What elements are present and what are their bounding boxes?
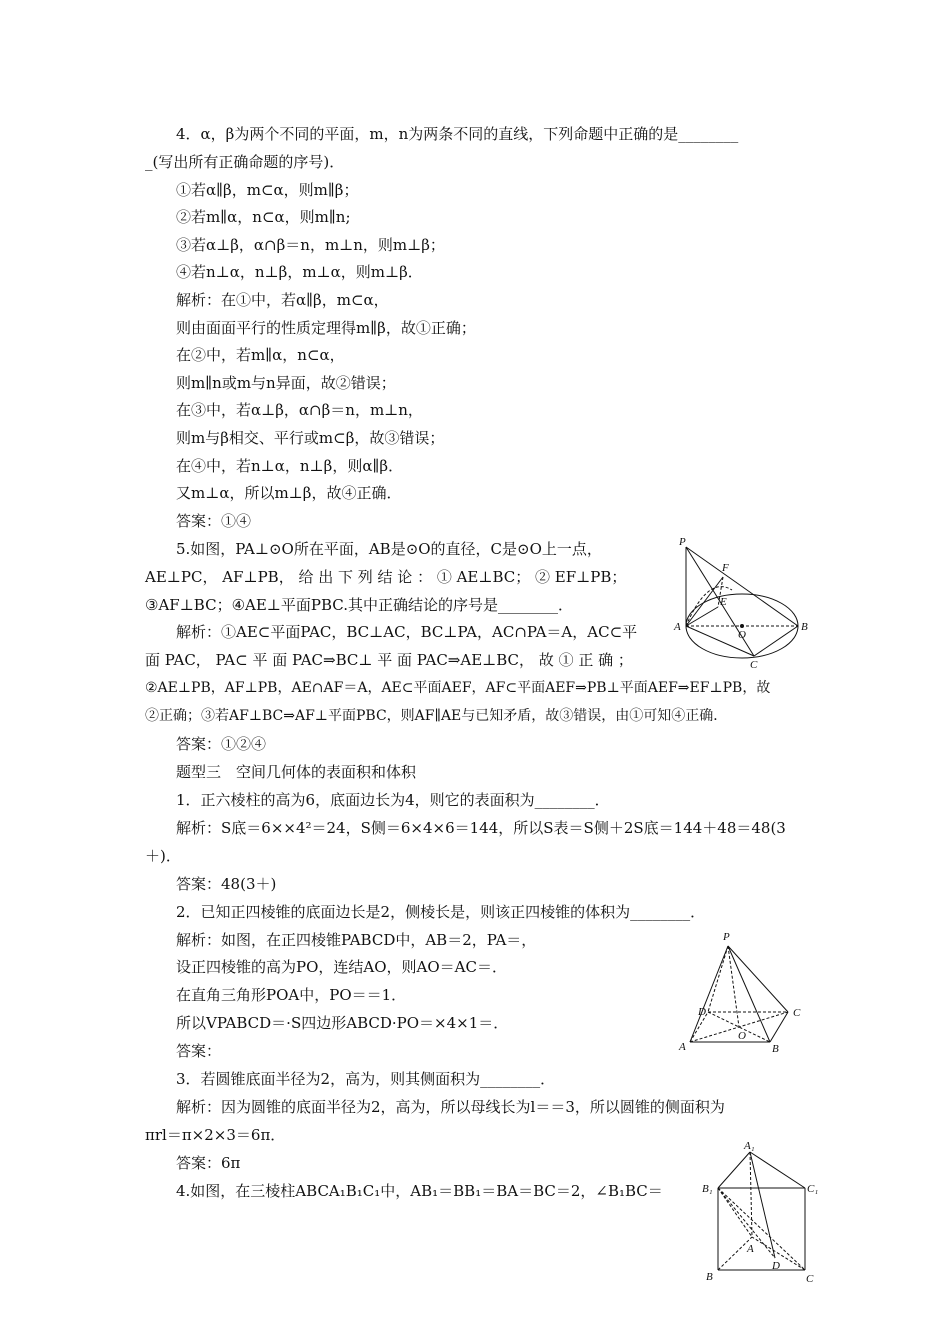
- s3-q2-solution-line1: 解析：如图，在正四棱锥PABCD中，AB＝2，PA＝，: [176, 931, 537, 949]
- q5-solution-line1: 解析：①AE⊂平面PAC，BC⊥AC，BC⊥PA，AC∩PA＝A，AC⊂平: [176, 623, 638, 641]
- section-heading: 题型三 空间几何体的表面积和体积: [176, 763, 417, 781]
- q5-stem-line2: AE⊥PC， AF⊥PB， 给 出 下 列 结 论 ： ① AE⊥BC； ② EF⊥PB；: [145, 568, 627, 586]
- pyramid-figure: [676, 928, 811, 1058]
- edge-PB: [728, 946, 770, 1042]
- q4-solution-line3: 在②中，若m∥α，n⊂α，: [176, 346, 345, 364]
- s3-q1-stem: 1．正六棱柱的高为6，底面边长为4，则它的表面积为________．: [176, 791, 610, 809]
- s3-q4-stem: 4.如图，在三棱柱ABCA₁B₁C₁中，AB₁＝BB₁＝BA＝BC＝2，∠B₁BC＝: [176, 1182, 663, 1200]
- q4-option-3: ③若α⊥β，α∩β＝n，m⊥n，则m⊥β；: [176, 236, 445, 254]
- label-B: B: [801, 621, 808, 633]
- q4-option-4: ④若n⊥α，n⊥β，m⊥α，则m⊥β．: [176, 263, 423, 281]
- label-O: O: [738, 629, 746, 641]
- s3-q3-solution-line1: 解析：因为圆锥的底面半径为2，高为，所以母线长为l＝＝3，所以圆锥的侧面积为: [176, 1098, 725, 1116]
- prism-figure: [700, 1140, 825, 1290]
- edge-PD: [708, 946, 728, 1012]
- segment-AF: [686, 577, 723, 626]
- q4-stem-line2: _(写出所有正确命题的序号)．: [145, 153, 345, 171]
- label-B: B: [706, 1271, 713, 1283]
- edge-A1B1: [718, 1152, 750, 1188]
- s3-q1-solution-line1: 解析：S底＝6××4²＝24，S侧＝6×4×6＝144，所以S表＝S侧＋2S底＝144＋48＝48(3: [176, 819, 786, 837]
- label-A: A: [674, 621, 681, 633]
- s3-q2-solution-line3: 在直角三角形POA中，PO＝＝1．: [176, 986, 407, 1004]
- label-P: P: [679, 536, 686, 548]
- s3-q1-answer: 答案：48(3＋): [176, 875, 277, 893]
- label-F: F: [722, 562, 729, 574]
- q4-solution-line5: 在③中，若α⊥β，α∩β＝n，m⊥n，: [176, 401, 423, 419]
- s3-q2-solution-line2: 设正四棱锥的高为PO，连结AO，则AO＝AC＝．: [176, 958, 507, 976]
- edge-A1C1: [750, 1152, 805, 1188]
- s3-q2-stem: 2．已知正四棱锥的底面边长是2，侧棱长是，则该正四棱锥的体积为________．: [176, 903, 706, 921]
- q4-solution-line6: 则m与β相交、平行或m⊂β，故③错误；: [176, 429, 445, 447]
- label-P: P: [723, 931, 730, 943]
- label-A1: A₁: [744, 1140, 755, 1152]
- s3-q2-answer: 答案：: [176, 1042, 222, 1060]
- edge-PC: [728, 946, 788, 1012]
- edge-PA: [690, 946, 728, 1042]
- center-O-dot: [740, 624, 744, 628]
- label-C: C: [793, 1007, 801, 1019]
- segment-AB1: [718, 1188, 752, 1237]
- s3-q1-solution-line2: ＋)．: [145, 847, 181, 865]
- label-D: D: [698, 1006, 706, 1018]
- s3-q3-answer: 答案：6π: [176, 1154, 241, 1172]
- q4-solution-line2: 则由面面平行的性质定理得m∥β，故①正确；: [176, 319, 476, 337]
- q4-solution-line7: 在④中，若n⊥α，n⊥β，则α∥β．: [176, 457, 404, 475]
- s3-q3-solution-line2: πrl＝π×2×3＝6π．: [145, 1126, 286, 1144]
- q4-option-2: ②若m∥α，n⊂α，则m∥n;: [176, 208, 351, 226]
- q5-answer: 答案：①②④: [176, 735, 267, 753]
- s3-q3-stem: 3．若圆锥底面半径为2，高为，则其侧面积为________．: [176, 1070, 556, 1088]
- q4-answer: 答案：①④: [176, 512, 252, 530]
- edge-PB: [686, 547, 798, 626]
- q4-option-1: ①若α∥β，m⊂α，则m∥β；: [176, 181, 359, 199]
- label-E: E: [720, 596, 727, 608]
- q5-stem-line3: ③AF⊥BC；④AE⊥平面PBC.其中正确结论的序号是________．: [145, 596, 574, 614]
- q5-solution-line3: ②AE⊥PB，AF⊥PB，AE∩AF＝A，AE⊂平面AEF，AF⊂平面AEF⇒PB⊥平面AEF⇒EF⊥PB，故: [145, 680, 771, 696]
- label-C: C: [750, 659, 758, 670]
- label-B1: B₁: [702, 1183, 713, 1195]
- q4-solution-line4: 则m∥n或m与n异面，故②错误；: [176, 374, 396, 392]
- label-O: O: [738, 1030, 746, 1042]
- s3-q2-solution-line4: 所以VPABCD＝·S四边形ABCD·PO＝×4×1＝．: [176, 1014, 509, 1032]
- label-C1: C₁: [807, 1183, 819, 1195]
- q4-stem-line1: 4．α，β为两个不同的平面，m，n为两条不同的直线，下列命题中正确的是________: [176, 125, 739, 143]
- q5-stem-line1: 5.如图，PA⊥⊙O所在平面，AB是⊙O的直径，C是⊙O上一点，: [176, 540, 602, 558]
- label-D: D: [772, 1260, 780, 1272]
- label-A: A: [679, 1041, 686, 1053]
- label-C: C: [806, 1273, 814, 1285]
- label-A: A: [747, 1243, 754, 1255]
- q5-solution-line4: ②正确；③若AF⊥BC⇒AF⊥平面PBC，则AF∥AE与已知矛盾，故③错误，由①可知④正确．: [145, 708, 728, 724]
- edge-AA1: [750, 1152, 752, 1237]
- q5-solution-line2: 面 PAC， PA⊂ 平 面 PAC⇒BC⊥ 平 面 PAC⇒AE⊥BC， 故 ① 正 确 ；: [145, 651, 633, 669]
- label-B: B: [772, 1043, 779, 1055]
- q4-solution-line1: 解析：在①中，若α∥β，m⊂α，: [176, 291, 389, 309]
- cone-circle-figure: [672, 535, 822, 670]
- q4-solution-line8: 又m⊥α，所以m⊥β，故④正确．: [176, 484, 402, 502]
